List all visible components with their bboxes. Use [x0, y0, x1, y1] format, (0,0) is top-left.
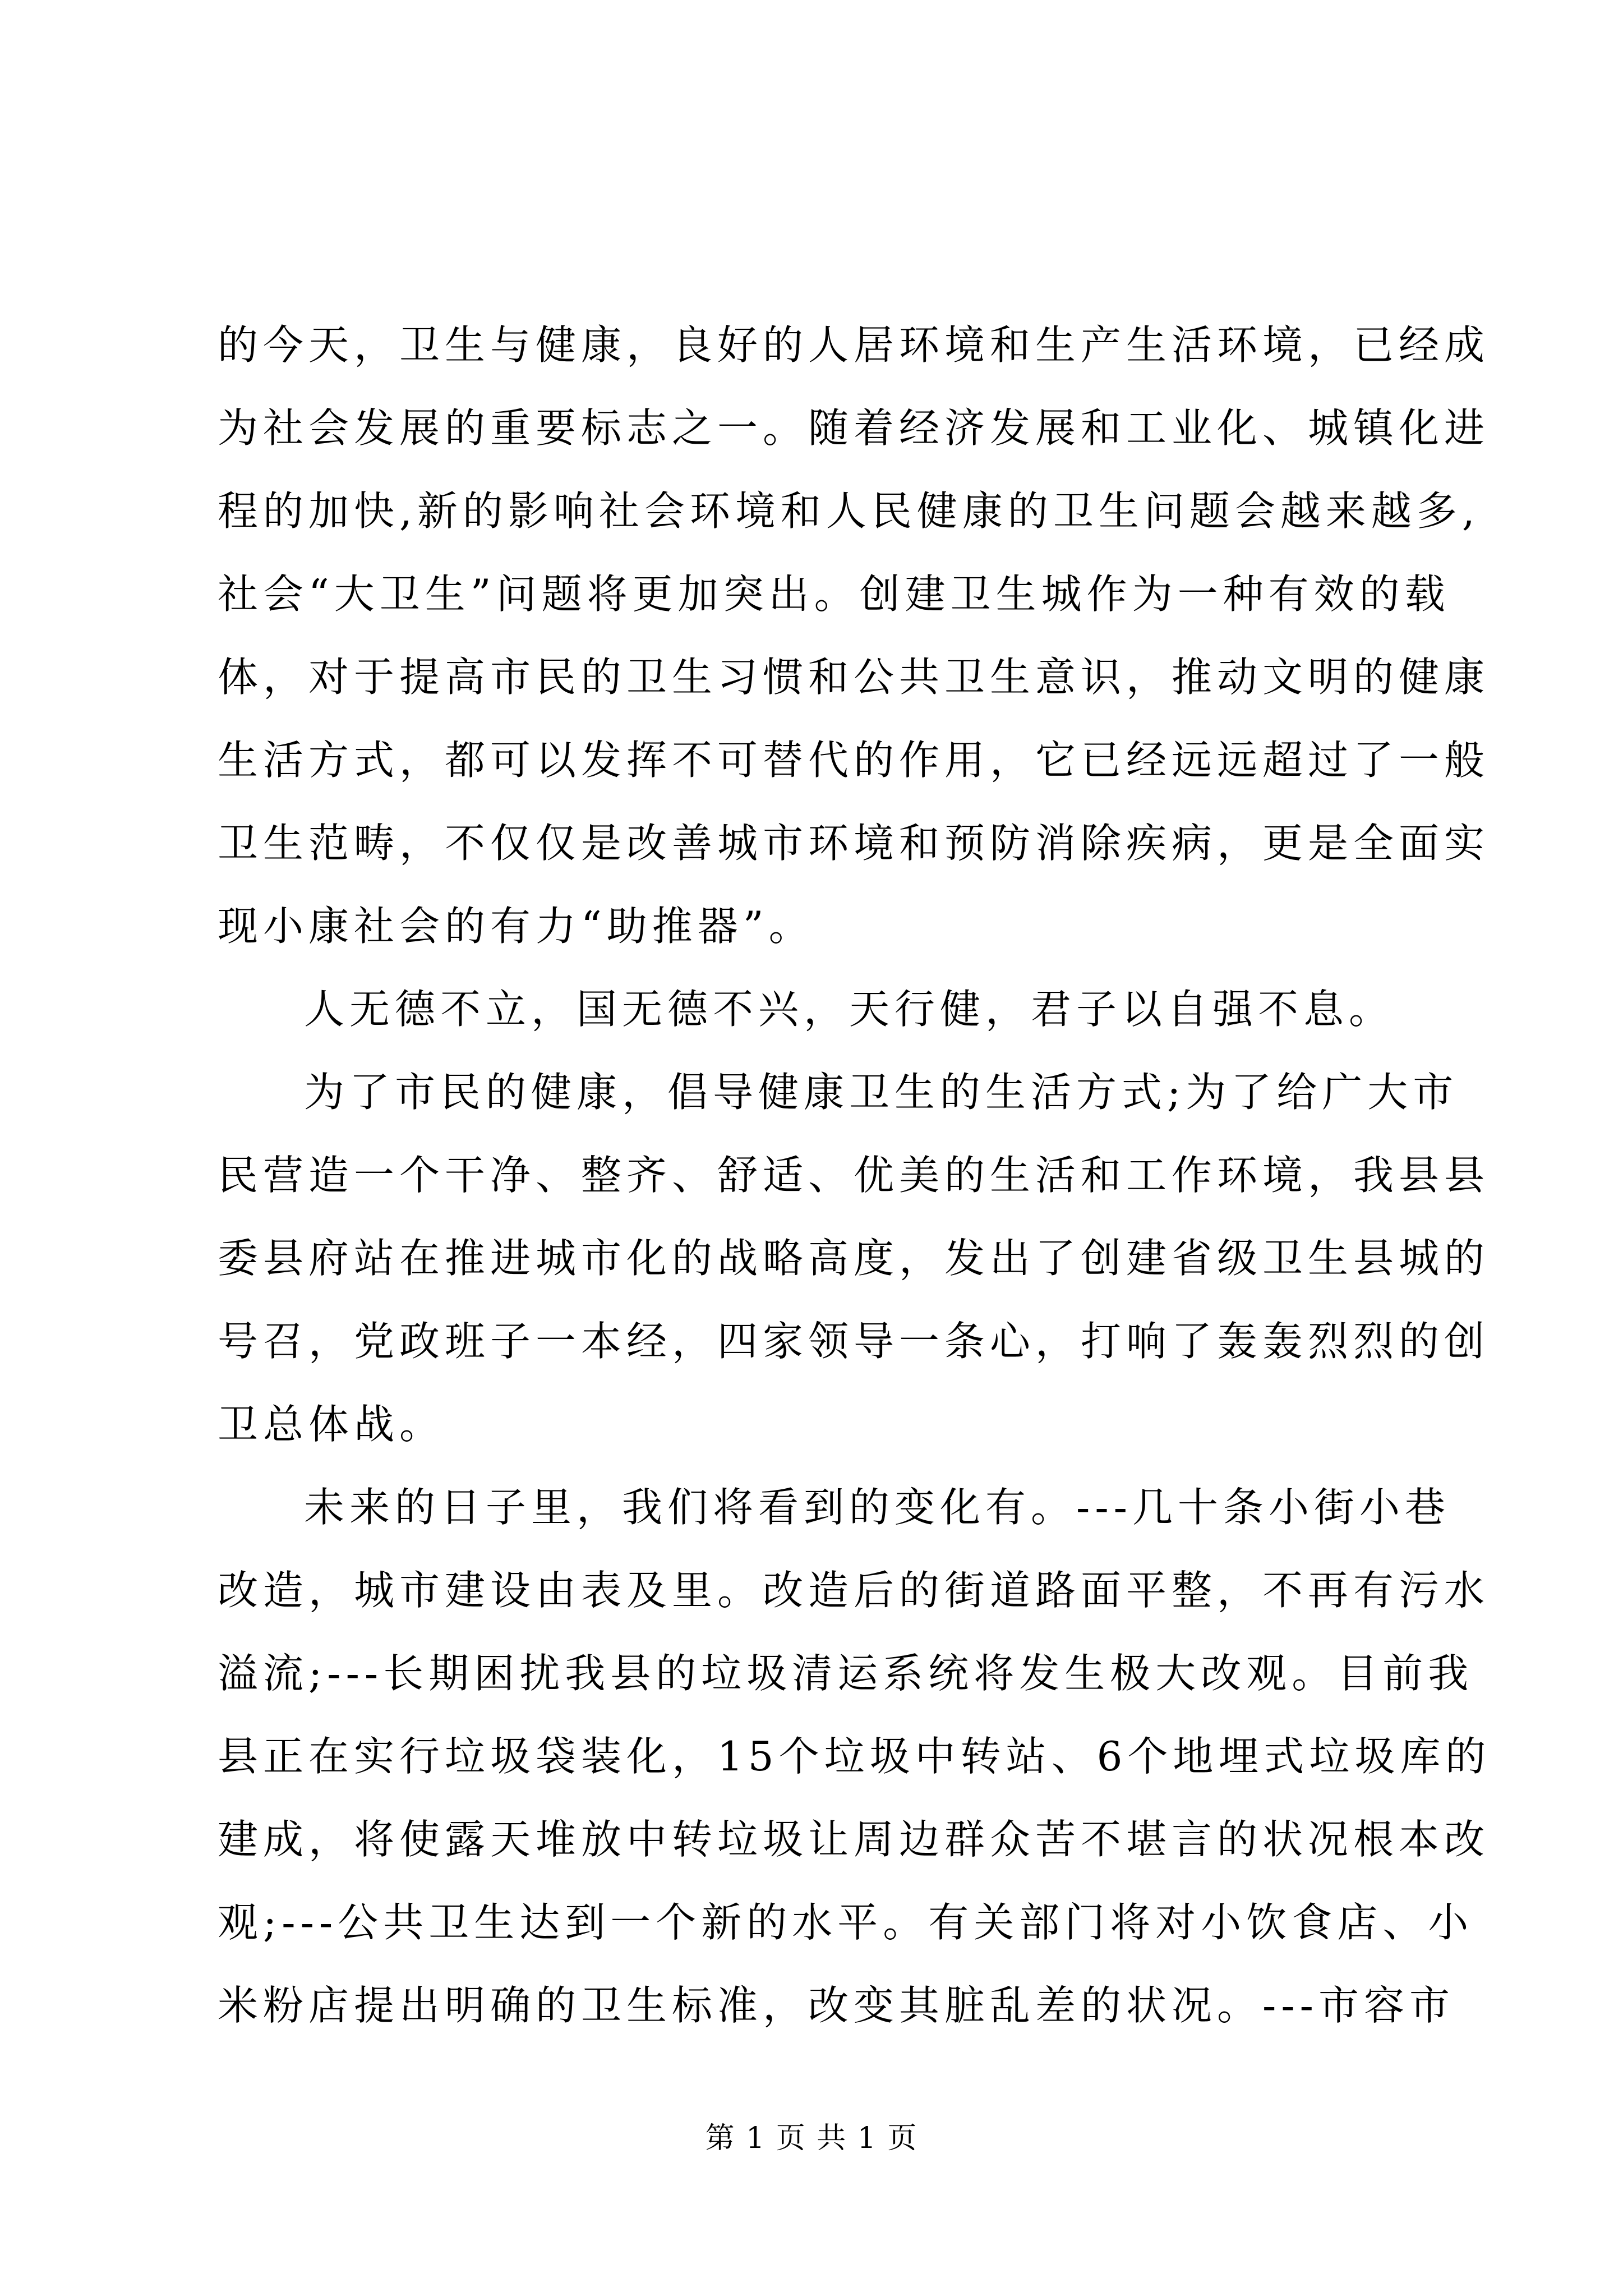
text-line: 体，对于提高市民的卫生习惯和公共卫生意识，推动文明的健康	[218, 654, 1490, 701]
text-line: 卫总体战。	[218, 1401, 445, 1448]
text-line: 米粉店提出明确的卫生标准，改变其脏乱差的状况。---市容市	[218, 1982, 1455, 2029]
text-line: 的今天，卫生与健康，良好的人居环境和生产生活环境，已经成	[218, 321, 1490, 369]
paragraph-first-line: 为了市民的健康，倡导健康卫生的生活方式;为了给广大市	[304, 1069, 1459, 1116]
text-line: 改造，城市建设由表及里。改造后的街道路面平整，不再有污水	[218, 1567, 1490, 1614]
text-line: 委县府站在推进城市化的战略高度，发出了创建省级卫生县城的	[218, 1235, 1490, 1282]
paragraph-first-line: 未来的日子里，我们将看到的变化有。---几十条小街小巷	[304, 1484, 1450, 1531]
text-line: 号召，党政班子一本经，四家领导一条心，打响了轰轰烈烈的创	[218, 1318, 1490, 1365]
text-line: 社会“大卫生”问题将更加突出。创建卫生城作为一种有效的载	[218, 570, 1450, 618]
text-line: 观;---公共卫生达到一个新的水平。有关部门将对小饮食店、小	[218, 1899, 1474, 1946]
text-line: 程的加快,新的影响社会环境和人民健康的卫生问题会越来越多,	[218, 487, 1480, 535]
text-line: 民营造一个干净、整齐、舒适、优美的生活和工作环境，我县县	[218, 1152, 1490, 1199]
text-line: 溢流;---长期困扰我县的垃圾清运系统将发生极大改观。目前我	[218, 1650, 1474, 1697]
text-line: 县正在实行垃圾袋装化，15个垃圾中转站、6个地埋式垃圾库的	[218, 1733, 1491, 1780]
text-line: 卫生范畴，不仅仅是改善城市环境和预防消除疾病，更是全面实	[218, 820, 1490, 867]
paragraph-first-line: 人无德不立，国无德不兴，天行健，君子以自强不息。	[304, 986, 1395, 1033]
text-line: 生活方式，都可以发挥不可替代的作用，它已经远远超过了一般	[218, 737, 1490, 784]
text-line: 为社会发展的重要标志之一。随着经济发展和工业化、城镇化进	[218, 404, 1490, 452]
page-footer: 第 1 页 共 1 页	[705, 2122, 918, 2155]
text-line: 建成，将使露天堆放中转垃圾让周边群众苦不堪言的状况根本改	[218, 1816, 1490, 1863]
text-line: 现小康社会的有力“助推器”。	[218, 903, 814, 950]
